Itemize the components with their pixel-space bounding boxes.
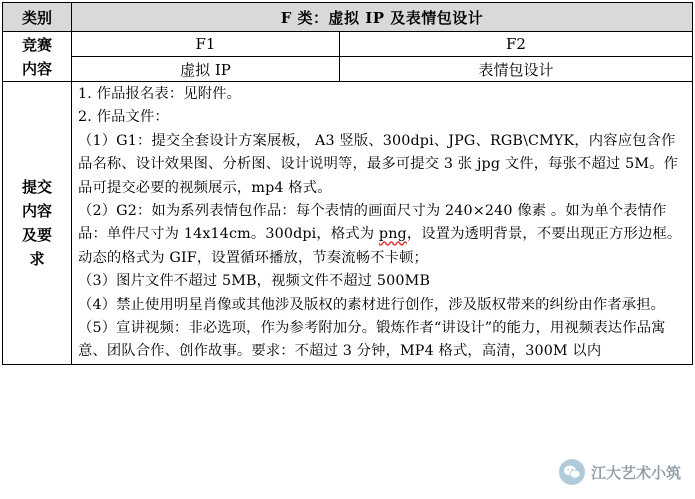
watermark — [559, 459, 681, 485]
f2-name: 表情包设计 — [340, 57, 693, 82]
competition-label — [3, 32, 72, 82]
competition-table — [2, 2, 693, 365]
watermark-text: 江大艺术小筑 — [590, 463, 681, 482]
competition-code-row — [3, 32, 693, 57]
file-size-limit: （3）图片文件不超过 5MB，视频文件不超过 500MB — [78, 273, 431, 290]
submission-label-line-3: 及要 — [21, 225, 52, 244]
competition-label-line-2: 内容 — [21, 59, 52, 78]
g2-requirement-part-2: ，设置为透明背景，不要出现正方形边框。动态的格式为 GIF，设置循环播放，节奏流畅不卡顿； — [78, 226, 682, 266]
submission-label-line-1: 提交 — [21, 177, 52, 196]
competition-name-row — [3, 57, 693, 82]
competition-label-line-1: 竞赛 — [21, 35, 52, 54]
f1-name: 虚拟 IP — [72, 57, 340, 82]
f1-code: F1 — [72, 32, 340, 57]
submission-content — [72, 82, 693, 365]
category-title: F 类：虚拟 IP 及表情包设计 — [72, 3, 693, 32]
submission-label-line-2: 内容 — [21, 201, 52, 220]
work-files-line: 2. 作品文件： — [78, 109, 169, 126]
wechat-logo-icon — [559, 459, 585, 485]
submission-row — [3, 82, 693, 365]
submission-label — [3, 82, 72, 365]
entry-form-line: 1. 作品报名表：见附件。 — [78, 86, 242, 102]
g2-requirement — [78, 200, 686, 270]
presentation-video-rule: （5）宣讲视频：非必选项，作为参考附加分。锻炼作者“讲设计”的能力，用视频表达作品寓意、团队合作、创作故事。要求：不超过 3 分钟，MP4 格式，高清，300M 以内 — [78, 320, 666, 360]
copyright-rule: （4）禁止使用明星肖像或其他涉及版权的素材进行创作，涉及版权带来的纠纷由作者承担。 — [78, 296, 666, 313]
submission-label-line-4: 求 — [29, 249, 45, 268]
g1-requirement: （1）G1：提交全套设计方案展板， A3 竖版、300dpi、JPG、RGB\CMYK，内容应包含作品名称、设计效果图、分析图、设计说明等，最多可提交 3 张 jpg 文件，每张不超过 5M。作品可提交必要的视频展示，mp4 格式。 — [78, 132, 679, 196]
g2-requirement-part-1: （2）G2：如为系列表情包作品：每个表情的画面尺寸为 240×240 像素 。如为单个表情作品：单件尺寸为 14x14cm。300dpi，格式为 — [78, 203, 667, 243]
category-label: 类别 — [3, 3, 72, 32]
png-spellcheck-word: png — [378, 226, 407, 243]
category-row — [3, 3, 693, 32]
f2-code: F2 — [340, 32, 693, 57]
